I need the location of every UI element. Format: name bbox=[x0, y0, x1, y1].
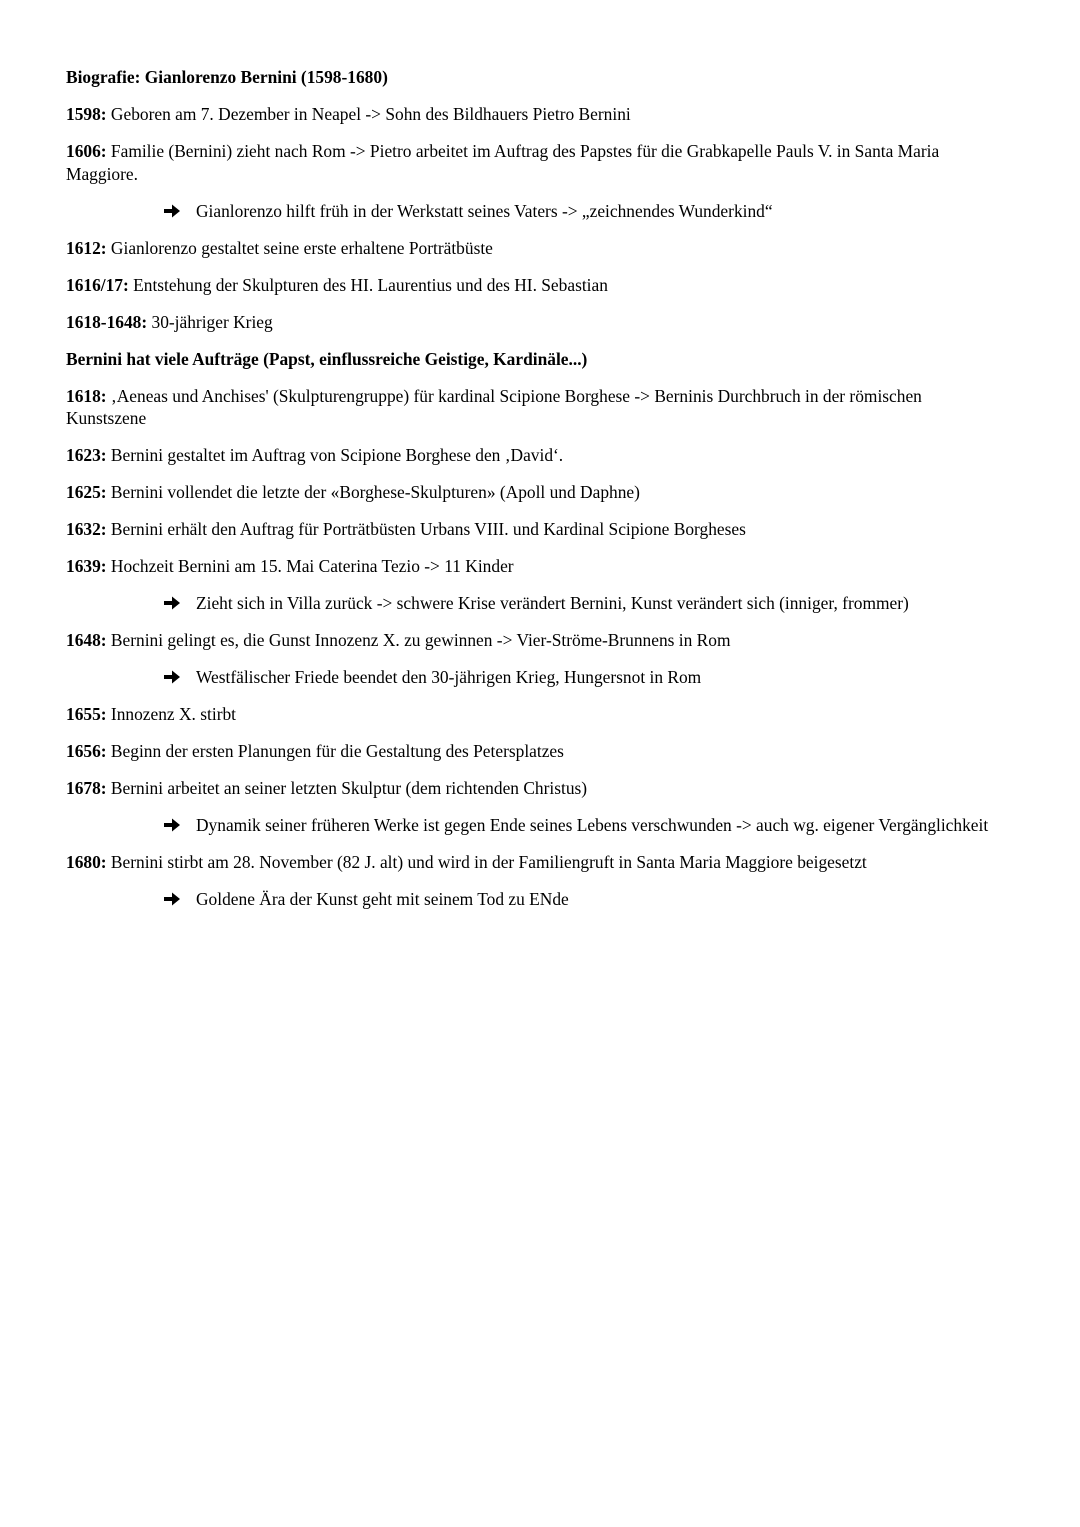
timeline-entry-1632 bbox=[66, 518, 996, 541]
entry-year: 1616/17: bbox=[66, 274, 129, 295]
timeline-entry-1623 bbox=[66, 444, 996, 467]
timeline-entry-1656 bbox=[66, 740, 996, 763]
entry-text: Entstehung der Skulpturen des HI. Laurentius und des HI. Sebastian bbox=[128, 274, 608, 295]
entry-text: 30-jähriger Krieg bbox=[147, 311, 273, 332]
bullet-text: Goldene Ära der Kunst geht mit seinem Tod zu ENde bbox=[196, 889, 569, 909]
bullet-note bbox=[66, 666, 996, 689]
entry-text: Bernini stirbt am 28. November (82 J. alt) und wird in der Familiengruft in Santa Maria Maggiore beigesetzt bbox=[106, 852, 867, 872]
bullet-text: Zieht sich in Villa zurück -> schwere Krise verändert Bernini, Kunst verändert sich (inniger, frommer) bbox=[196, 593, 909, 613]
entry-text: Hochzeit Bernini am 15. Mai Caterina Tezio -> 11 Kinder bbox=[106, 556, 514, 576]
entry-year: 1623: bbox=[66, 445, 107, 465]
timeline-entry-1598 bbox=[66, 103, 996, 126]
entry-year: 1632: bbox=[66, 519, 107, 539]
entry-year: 1618: bbox=[66, 385, 107, 406]
entry-text: Bernini vollendet die letzte der «Borghese-Skulpturen» (Apoll und Daphne) bbox=[106, 482, 640, 502]
document-content bbox=[66, 66, 996, 925]
entry-year: 1639: bbox=[66, 556, 107, 576]
arrow-right-icon bbox=[163, 592, 185, 614]
entry-text: Bernini gelingt es, die Gunst Innozenz X. zu gewinnen -> Vier-Ströme-Brunnens in Rom bbox=[106, 630, 731, 650]
timeline-entry-1678 bbox=[66, 777, 996, 800]
entry-year: 1648: bbox=[66, 630, 107, 650]
entry-text: Beginn der ersten Planungen für die Gestaltung des Petersplatzes bbox=[106, 741, 564, 761]
timeline-entry-1618 bbox=[66, 385, 996, 430]
entry-year: 1612: bbox=[66, 237, 107, 258]
entry-text: Innozenz X. stirbt bbox=[106, 704, 237, 724]
entry-year: 1656: bbox=[66, 741, 107, 761]
arrow-right-icon bbox=[163, 200, 185, 222]
document-title: Biografie: Gianlorenzo Bernini (1598-1680) bbox=[66, 67, 388, 87]
section-heading: Bernini hat viele Aufträge (Papst, einflussreiche Geistige, Kardinäle...) bbox=[66, 348, 588, 369]
entry-text: Bernini arbeitet an seiner letzten Skulptur (dem richtenden Christus) bbox=[106, 778, 588, 798]
timeline-entry-1616-17 bbox=[66, 274, 996, 297]
bullet-text: Westfälischer Friede beendet den 30-jährigen Krieg, Hungersnot in Rom bbox=[196, 667, 702, 687]
entry-text: Geboren am 7. Dezember in Neapel -> Sohn des Bildhauers Pietro Bernini bbox=[106, 104, 631, 124]
bullet-note bbox=[66, 814, 996, 837]
timeline-entry-1606 bbox=[66, 140, 996, 185]
bullet-text: Gianlorenzo hilft früh in der Werkstatt seines Vaters -> „zeichnendes Wunderkind“ bbox=[196, 200, 773, 221]
entry-year: 1598: bbox=[66, 104, 107, 124]
timeline-entry-1625 bbox=[66, 481, 996, 504]
bullet-note bbox=[66, 888, 996, 911]
timeline-entry-1680 bbox=[66, 851, 996, 874]
entry-year: 1655: bbox=[66, 704, 107, 724]
arrow-right-icon bbox=[163, 814, 185, 836]
entry-text: Bernini gestaltet im Auftrag von Scipione Borghese den ‚David‘. bbox=[106, 445, 564, 465]
entry-year: 1678: bbox=[66, 778, 107, 798]
entry-text: Gianlorenzo gestaltet seine erste erhaltene Porträtbüste bbox=[106, 237, 493, 258]
timeline-entry-1618-1648 bbox=[66, 311, 996, 334]
arrow-right-icon bbox=[163, 666, 185, 688]
arrow-right-icon bbox=[163, 888, 185, 910]
entry-year: 1606: bbox=[66, 141, 107, 161]
bullet-note bbox=[66, 200, 996, 223]
entry-year: 1618-1648: bbox=[66, 311, 148, 332]
timeline-entry-1612 bbox=[66, 237, 996, 260]
timeline-entry-1639 bbox=[66, 555, 996, 578]
entry-text: ‚Aeneas und Anchises' (Skulpturengruppe) für kardinal Scipione Borghese -> Berninis Durchbruch in der römischen Kunstszene bbox=[66, 385, 922, 428]
entry-year: 1625: bbox=[66, 482, 107, 502]
entry-year: 1680: bbox=[66, 852, 107, 872]
entry-text: Familie (Bernini) zieht nach Rom -> Pietro arbeitet im Auftrag des Papstes für die Grabkapelle Pauls V. in Santa Maria Maggiore. bbox=[66, 141, 940, 184]
entry-text: Bernini erhält den Auftrag für Porträtbüsten Urbans VIII. und Kardinal Scipione Borgheses bbox=[106, 519, 746, 539]
timeline-entry-1648 bbox=[66, 629, 996, 652]
timeline-entry-1655 bbox=[66, 703, 996, 726]
bullet-text: Dynamik seiner früheren Werke ist gegen Ende seines Lebens verschwunden -> auch wg. eigener Vergänglichkeit bbox=[196, 815, 989, 835]
bullet-note bbox=[66, 592, 996, 615]
